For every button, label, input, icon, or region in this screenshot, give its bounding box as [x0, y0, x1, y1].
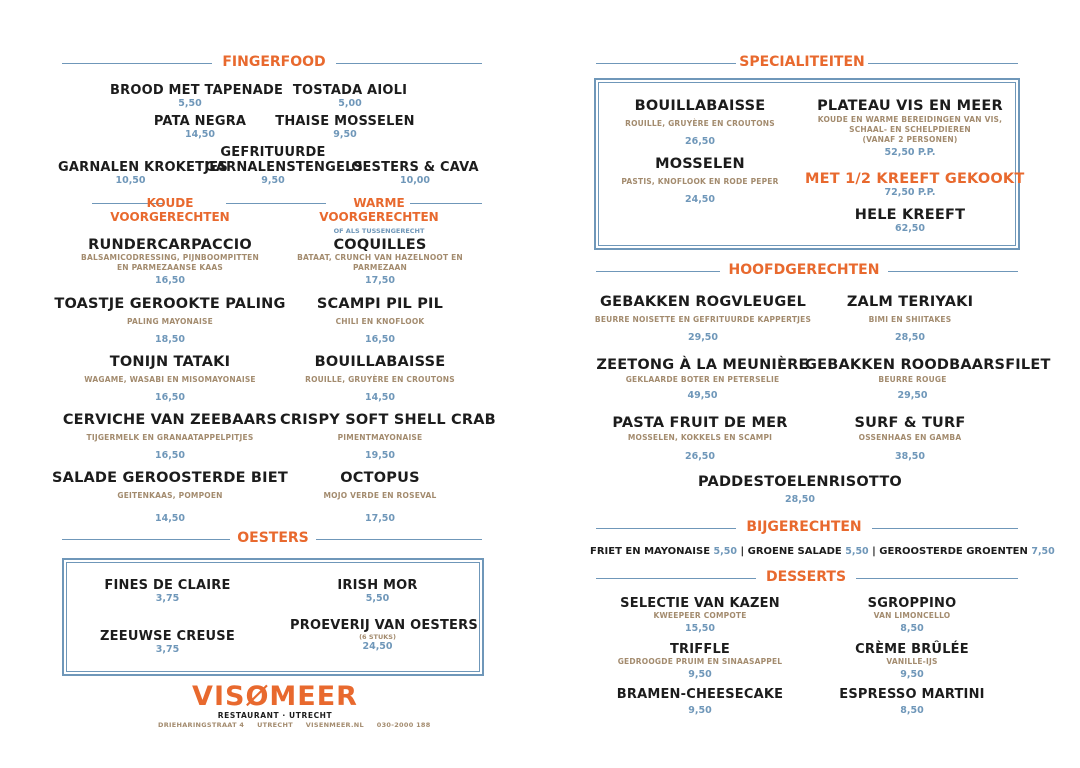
- item-name: SURF & TURF: [854, 415, 966, 431]
- logo-text: MEER: [269, 681, 358, 712]
- item-description: ROUILLE, GRUYÈRE EN CROUTONS: [625, 119, 775, 128]
- menu-item: [100, 578, 235, 604]
- item-price: 52,50 P.P.: [884, 147, 936, 158]
- item-name: BOUILLABAISSE: [634, 98, 766, 114]
- section-title-specialiteiten: SPECIALITEITEN: [739, 54, 865, 70]
- menu-item: [600, 156, 800, 205]
- item-description: VANILLE-IJS: [886, 657, 938, 666]
- item-note: (6 STUKS): [359, 633, 396, 641]
- item-price: 26,50: [684, 451, 716, 462]
- item-name: GROENE SALADE: [747, 546, 842, 557]
- section-title-desserts: DESSERTS: [765, 569, 847, 585]
- item-name: ZEETONG À LA MEUNIÈRE: [596, 357, 809, 373]
- item-price: 5,50: [365, 593, 390, 604]
- item-price: 5,50: [178, 98, 202, 109]
- address-city: UTRECHT: [257, 721, 293, 729]
- menu-item: [600, 687, 800, 716]
- item-price: 14,50: [364, 392, 396, 403]
- menu-item: [310, 578, 445, 604]
- item-name: GARNALEN KROKETJES: [58, 160, 228, 175]
- item-name: ESPRESSO MARTINI: [839, 687, 985, 702]
- item-description: OSSENHAAS EN GAMBA: [858, 433, 962, 442]
- item-name: MOSSELEN: [655, 156, 745, 172]
- logo-ampersand-icon: Ø: [245, 681, 270, 712]
- item-name: RUNDERCARPACCIO: [88, 237, 252, 253]
- item-description: (VANAF 2 PERSONEN): [862, 135, 958, 144]
- item-description: KWEEPEER COMPOTE: [653, 611, 747, 620]
- menu-item: [60, 237, 280, 286]
- item-name: TOASTJE GEROOKTE PALING: [54, 296, 286, 312]
- item-name: OESTERS & CAVA: [351, 160, 479, 175]
- item-price: 9,50: [261, 175, 285, 186]
- item-price: 5,00: [338, 98, 362, 109]
- menu-item: [58, 160, 228, 186]
- item-description: ROUILLE, GRUYÈRE EN CROUTONS: [305, 375, 455, 384]
- menu-item: [130, 114, 270, 140]
- item-name: GEBAKKEN ROODBAARSFILET: [805, 357, 1051, 373]
- item-name: BROOD MET TAPENADE: [110, 83, 284, 98]
- item-description: BIMI EN SHIITAKES: [868, 315, 952, 324]
- item-description: BEURRE NOISETTE EN GEFRITUURDE KAPPERTJES: [594, 315, 812, 324]
- item-name: PROEVERIJ VAN OESTERS: [290, 618, 478, 633]
- item-name: BOUILLABAISSE: [314, 354, 446, 370]
- item-price: 9,50: [333, 129, 357, 140]
- item-price: 9,50: [900, 669, 924, 680]
- menu-item: [50, 470, 290, 524]
- item-price: 8,50: [900, 623, 924, 634]
- menu-item: [812, 687, 1012, 716]
- item-name: CERVICHE VAN ZEEBAARS: [62, 412, 278, 428]
- item-name: GEBAKKEN ROGVLEUGEL: [599, 294, 807, 310]
- item-name: OCTOPUS: [340, 470, 420, 486]
- menu-item: [690, 474, 910, 505]
- menu-item: [350, 160, 480, 186]
- menu-item: [50, 296, 290, 345]
- menu-item: [600, 642, 800, 680]
- menu-item: [290, 618, 478, 652]
- item-name: TONIJN TATAKI: [109, 354, 231, 370]
- item-name: SCAMPI PIL PIL: [316, 296, 444, 312]
- separator: |: [740, 546, 745, 557]
- item-price: 16,50: [364, 334, 396, 345]
- item-price: 17,50: [364, 275, 396, 286]
- item-price: 18,50: [154, 334, 186, 345]
- item-name: FINES DE CLAIRE: [104, 578, 231, 593]
- item-name: IRISH MOR: [337, 578, 418, 593]
- item-price: 28,50: [894, 332, 926, 343]
- item-price: 16,50: [154, 275, 186, 286]
- item-price: 16,50: [154, 392, 186, 403]
- item-price: 10,00: [399, 175, 431, 186]
- section-title-bijgerechten: BIJGERECHTEN: [746, 519, 862, 535]
- menu-item: [205, 145, 364, 186]
- footer-address: [158, 721, 431, 729]
- item-description: PALING MAYONAISE: [127, 317, 213, 326]
- item-name: THAISE MOSSELEN: [275, 114, 415, 129]
- item-price: 26,50: [684, 136, 716, 147]
- item-price: 9,50: [688, 669, 712, 680]
- item-name: TOSTADA AIOLI: [292, 83, 408, 98]
- menu-item: [810, 294, 1010, 343]
- menu-item: [595, 357, 810, 401]
- section-title-line: KOUDE: [146, 196, 194, 210]
- section-title-line: WARME: [353, 196, 405, 210]
- item-price: 15,50: [684, 623, 716, 634]
- logo-subtitle: RESTAURANT · UTRECHT: [217, 711, 333, 720]
- menu-item: [55, 412, 285, 461]
- menu-item: [280, 83, 420, 109]
- item-price: 14,50: [184, 129, 216, 140]
- item-price: 16,50: [154, 450, 186, 461]
- item-price: 14,50: [154, 513, 186, 524]
- item-name: GEROOSTERDE GROENTEN: [879, 546, 1028, 557]
- item-price: 10,50: [115, 175, 146, 186]
- item-name: ZALM TERIYAKI: [846, 294, 974, 310]
- item-price: 24,50: [362, 641, 393, 652]
- menu-item: [110, 83, 284, 109]
- item-description: BATAAT, CRUNCH VAN HAZELNOOT EN: [297, 253, 463, 262]
- menu-item: [280, 412, 496, 461]
- item-price: 29,50: [897, 390, 928, 401]
- item-name: GEFRITUURDE: [220, 145, 326, 160]
- item-name: SALADE GEROOSTERDE BIET: [52, 470, 288, 486]
- menu-item: [270, 114, 420, 140]
- menu-item: [805, 357, 1051, 401]
- item-price: 9,50: [688, 705, 712, 716]
- item-price: 7,50: [1031, 546, 1055, 557]
- item-name: SELECTIE VAN KAZEN: [620, 596, 780, 611]
- menu-item: [805, 207, 1015, 234]
- section-title-line: VOORGERECHTEN: [110, 210, 230, 224]
- item-price: 3,75: [155, 644, 180, 655]
- item-description: GEKLAARDE BOTER EN PETERSELIE: [625, 375, 780, 384]
- address-website: VISENMEER.NL: [305, 721, 364, 729]
- item-price: 28,50: [784, 494, 816, 505]
- item-price: 19,50: [364, 450, 396, 461]
- address-phone: 030-2000 188: [376, 721, 431, 729]
- item-price: 3,75: [155, 593, 180, 604]
- menu-item: [805, 98, 1015, 158]
- menu-item: [60, 354, 280, 403]
- item-description: GEDROOGDE PRUIM EN SINAASAPPEL: [617, 657, 783, 666]
- menu-item: [600, 98, 800, 147]
- section-title-line: VOORGERECHTEN: [319, 210, 439, 224]
- item-description: SCHAAL- EN SCHELPDIEREN: [849, 125, 971, 134]
- item-price: 17,50: [364, 513, 396, 524]
- item-name: ZEEUWSE CREUSE: [100, 629, 235, 644]
- item-price: 24,50: [684, 194, 716, 205]
- item-name: PASTA FRUIT DE MER: [612, 415, 788, 431]
- menu-item: [280, 296, 480, 345]
- menu-item: [805, 171, 1025, 198]
- item-name: CRISPY SOFT SHELL CRAB: [280, 412, 496, 428]
- item-description: PASTIS, KNOFLOOK EN RODE PEPER: [621, 177, 779, 186]
- bijgerechten-line: [590, 546, 1055, 557]
- item-name: MET 1/2 KREEFT GEKOOKT: [805, 171, 1025, 187]
- item-description: BEURRE ROUGE: [878, 375, 947, 384]
- separator: |: [872, 546, 876, 557]
- item-name: FRIET EN MAYONAISE: [590, 546, 711, 557]
- item-price: 38,50: [894, 451, 926, 462]
- item-description: EN PARMEZAANSE KAAS: [116, 263, 224, 272]
- section-title-fingerfood: FINGERFOOD: [222, 54, 326, 70]
- menu-item: [600, 415, 800, 462]
- item-description: TIJGERMELK EN GRANAATAPPELPITJES: [86, 433, 254, 442]
- item-description: KOUDE EN WARME BEREIDINGEN VAN VIS,: [817, 115, 1003, 124]
- menu-item: [810, 415, 1010, 462]
- menu-item: [280, 354, 480, 403]
- item-description: WAGAME, WASABI EN MISOMAYONAISE: [84, 375, 256, 384]
- menu-item: [100, 629, 235, 655]
- item-description: BALSAMICODRESSING, PIJNBOOMPITTEN: [81, 253, 259, 262]
- address-street: DRIEHARINGSTRAAT 4: [158, 721, 245, 729]
- menu-item: [590, 294, 816, 343]
- item-description: GEITENKAAS, POMPOEN: [117, 491, 223, 500]
- menu-item: [812, 596, 1012, 634]
- menu-item: [280, 470, 480, 524]
- menu-item: [600, 596, 800, 634]
- item-price: 5,50: [713, 546, 737, 557]
- item-name: PADDESTOELENRISOTTO: [698, 474, 902, 490]
- item-name: PLATEAU VIS EN MEER: [817, 98, 1003, 114]
- item-price: 62,50: [894, 223, 926, 234]
- item-description: MOJO VERDE EN ROSEVAL: [323, 491, 437, 500]
- item-name: HELE KREEFT: [854, 207, 966, 223]
- logo-text: VIS: [192, 681, 246, 712]
- item-price: 49,50: [687, 390, 718, 401]
- item-name: PATA NEGRA: [153, 114, 247, 129]
- item-price: 8,50: [900, 705, 924, 716]
- menu-item: [812, 642, 1012, 680]
- item-name: SGROPPINO: [867, 596, 957, 611]
- section-note: OF ALS TUSSENGERECHT: [333, 227, 425, 235]
- restaurant-logo: [170, 682, 380, 720]
- item-name: CRÈME BRÛLÉE: [855, 642, 969, 657]
- item-price: 5,50: [845, 546, 869, 557]
- item-price: 29,50: [687, 332, 719, 343]
- item-price: 72,50 P.P.: [884, 187, 936, 198]
- section-title-hoofdgerechten: HOOFDGERECHTEN: [728, 262, 880, 278]
- item-description: CHILI EN KNOFLOOK: [335, 317, 425, 326]
- section-title-koude: [105, 196, 235, 224]
- menu-item: [280, 237, 480, 286]
- item-description: VAN LIMONCELLO: [873, 611, 951, 620]
- item-name: GARNALENSTENGELS: [205, 160, 364, 175]
- item-description: MOSSELEN, KOKKELS EN SCAMPI: [627, 433, 773, 442]
- item-description: PARMEZAAN: [352, 263, 408, 272]
- section-title-oesters: OESTERS: [237, 530, 309, 546]
- item-name: BRAMEN-CHEESECAKE: [616, 687, 784, 702]
- item-name: TRIFFLE: [669, 642, 731, 657]
- item-description: PIMENTMAYONAISE: [337, 433, 423, 442]
- item-name: COQUILLES: [333, 237, 427, 253]
